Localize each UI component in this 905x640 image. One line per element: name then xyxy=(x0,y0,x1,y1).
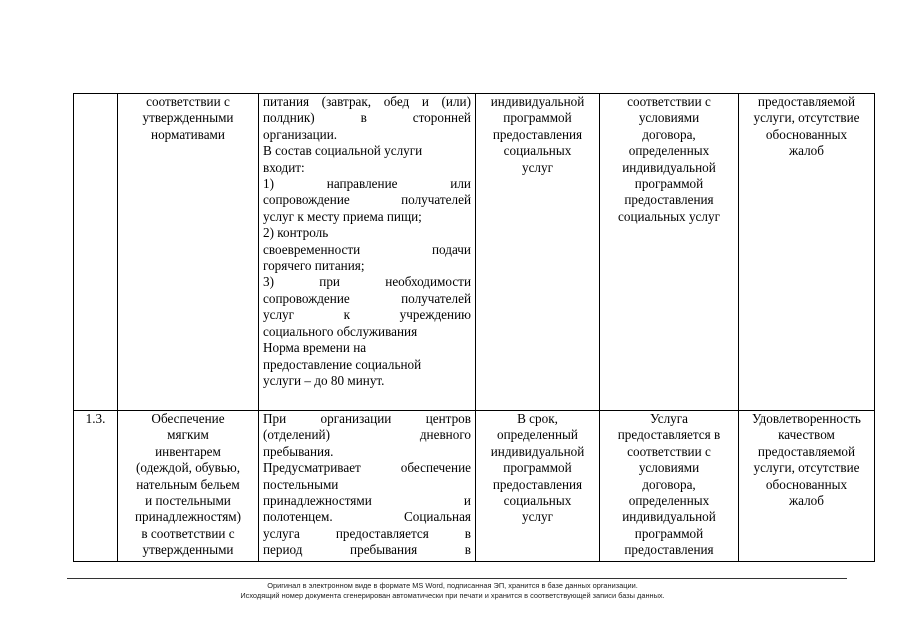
cell-text-line: утвержденными xyxy=(142,542,234,558)
cell-text-line: 3) при необходимости xyxy=(263,274,471,290)
cell-text-line: качеством xyxy=(778,427,835,443)
cell-text-line: обоснованных xyxy=(765,126,848,142)
cell-text-line: постельными xyxy=(263,476,339,492)
cell-text-line: индивидуальной xyxy=(622,509,716,525)
cell-text-line: полотенцем. Социальная xyxy=(263,509,471,525)
cell-text-line: в соответствии с xyxy=(141,525,235,541)
cell-text-line: программой xyxy=(634,525,704,541)
cell-text-line: соответствии с xyxy=(627,443,711,459)
cell-text-line: услуги – до 80 минут. xyxy=(263,372,385,388)
cell-text-line: соответствии с xyxy=(627,94,711,109)
cell-text-line: предоставляемой xyxy=(757,94,856,109)
cell-number xyxy=(74,411,118,562)
footer-note-original: Оригинал в электронном виде в формате MS Word, подписанная ЭП, хранится в базе данных организации. xyxy=(267,581,638,590)
cell-text-line: жалоб xyxy=(789,493,824,509)
cell-text-line: предоставления xyxy=(492,126,583,142)
cell-text-line: услуг к учреждению xyxy=(263,307,471,323)
cell-text-line: программой xyxy=(503,460,572,476)
table-row xyxy=(74,411,875,562)
cell-text-line: утвержденными xyxy=(142,110,234,126)
table-row xyxy=(74,94,875,411)
cell-text-line: период пребывания в xyxy=(263,542,471,558)
footer-divider xyxy=(67,578,847,579)
cell-text-line: социального обслуживания xyxy=(263,323,418,339)
cell-text-line: программой xyxy=(634,176,704,192)
cell-service-name xyxy=(118,411,259,562)
cell-text-line: социальных xyxy=(503,493,572,509)
cell-text-line: услуги, отсутствие xyxy=(753,460,860,476)
cell-text-line: договора, xyxy=(642,126,696,142)
cell-text-line: предоставление социальной xyxy=(263,356,422,372)
cell-text-line: мягким xyxy=(167,427,209,443)
cell-text-line: социальных услуг xyxy=(618,208,720,224)
cell-text-line: предоставления xyxy=(624,192,714,208)
cell-text-line: нормативами xyxy=(151,126,225,142)
cell-text-line: Предусматривает обеспечение xyxy=(263,460,471,476)
footer-note-number: Исходящий номер документа сгенерирован автоматически при печати и хранится в соответствующей записи базы данных. xyxy=(240,591,665,600)
cell-text-line: договора, xyxy=(642,476,696,492)
cell-text-line: и постельными xyxy=(145,493,231,509)
cell-text-line: соответствии с xyxy=(146,94,230,109)
cell-text-line: нательным бельем xyxy=(136,476,240,492)
cell-text-line: Удовлетворенность xyxy=(752,411,861,426)
cell-text-line: пребывания. xyxy=(263,443,334,459)
cell-text-line: принадлежностям) xyxy=(134,509,242,525)
cell-text-line: предоставления xyxy=(492,476,583,492)
cell-text-line: сопровождение получателей xyxy=(263,192,471,208)
cell-text-line: жалоб xyxy=(789,143,824,159)
cell-text-line: Услуга xyxy=(649,411,689,426)
cell-text-line: программой xyxy=(503,110,572,126)
services-table xyxy=(73,93,875,562)
cell-text-line: услуги, отсутствие xyxy=(753,110,860,126)
cell-text-line: предоставляемой xyxy=(757,443,856,459)
cell-text-line: услуг к месту приема пищи; xyxy=(263,208,422,224)
cell-text-line: организации. xyxy=(263,126,338,142)
cell-service-results xyxy=(739,94,875,411)
cell-text-line: услуг xyxy=(521,509,554,525)
cell-service-conditions xyxy=(600,94,739,411)
cell-text-line: полдник) в сторонней xyxy=(263,110,471,126)
cell-text-line: питания (завтрак, обед и (или) xyxy=(263,94,471,109)
cell-service-description xyxy=(259,411,476,562)
cell-text-line: инвентарем xyxy=(155,443,221,459)
cell-text-line: принадлежностями и xyxy=(263,493,471,509)
cell-text-line: При организации центров xyxy=(263,411,471,426)
cell-text-line: (отделений) дневного xyxy=(263,427,471,443)
cell-text-line: В срок, xyxy=(517,411,558,426)
cell-text-line: В состав социальной услуги xyxy=(263,143,423,159)
cell-text-line: (одеждой, обувью, xyxy=(135,460,241,476)
cell-text-line: 1) направление или xyxy=(263,176,471,192)
cell-text-line: своевременности подачи xyxy=(263,241,471,257)
cell-text-line: сопровождение получателей xyxy=(263,290,471,306)
cell-text-line: услуг xyxy=(521,159,554,175)
cell-text-line: индивидуальной xyxy=(490,443,585,459)
cell-text-line: условиями xyxy=(638,110,700,126)
cell-text-line: входит: xyxy=(263,159,305,175)
cell-text-line: 2) контроль xyxy=(263,225,329,241)
cell-text-line: социальных xyxy=(503,143,572,159)
cell-service-results xyxy=(739,411,875,562)
cell-text-line: обоснованных xyxy=(765,476,848,492)
cell-text-line: определенных xyxy=(628,143,710,159)
cell-service-conditions xyxy=(600,411,739,562)
cell-service-description xyxy=(259,94,476,411)
cell-text-line: предоставляется в xyxy=(617,427,721,443)
cell-text-line: индивидуальной xyxy=(490,94,585,109)
cell-number xyxy=(74,94,118,411)
cell-text-line: Норма времени на xyxy=(263,340,367,356)
cell-text-line: Обеспечение xyxy=(151,411,225,426)
cell-text-line: услуга предоставляется в xyxy=(263,525,471,541)
cell-text-line: определенный xyxy=(497,427,578,443)
cell-text-line: условиями xyxy=(638,460,700,476)
cell-service-term xyxy=(476,411,600,562)
cell-service-name xyxy=(118,94,259,411)
row-number: 1.3. xyxy=(85,411,106,426)
cell-text-line: индивидуальной xyxy=(622,159,716,175)
cell-text-line: определенных xyxy=(628,493,710,509)
cell-service-term xyxy=(476,94,600,411)
cell-text-line: предоставления xyxy=(624,542,714,558)
cell-text-line: горячего питания; xyxy=(263,258,365,274)
